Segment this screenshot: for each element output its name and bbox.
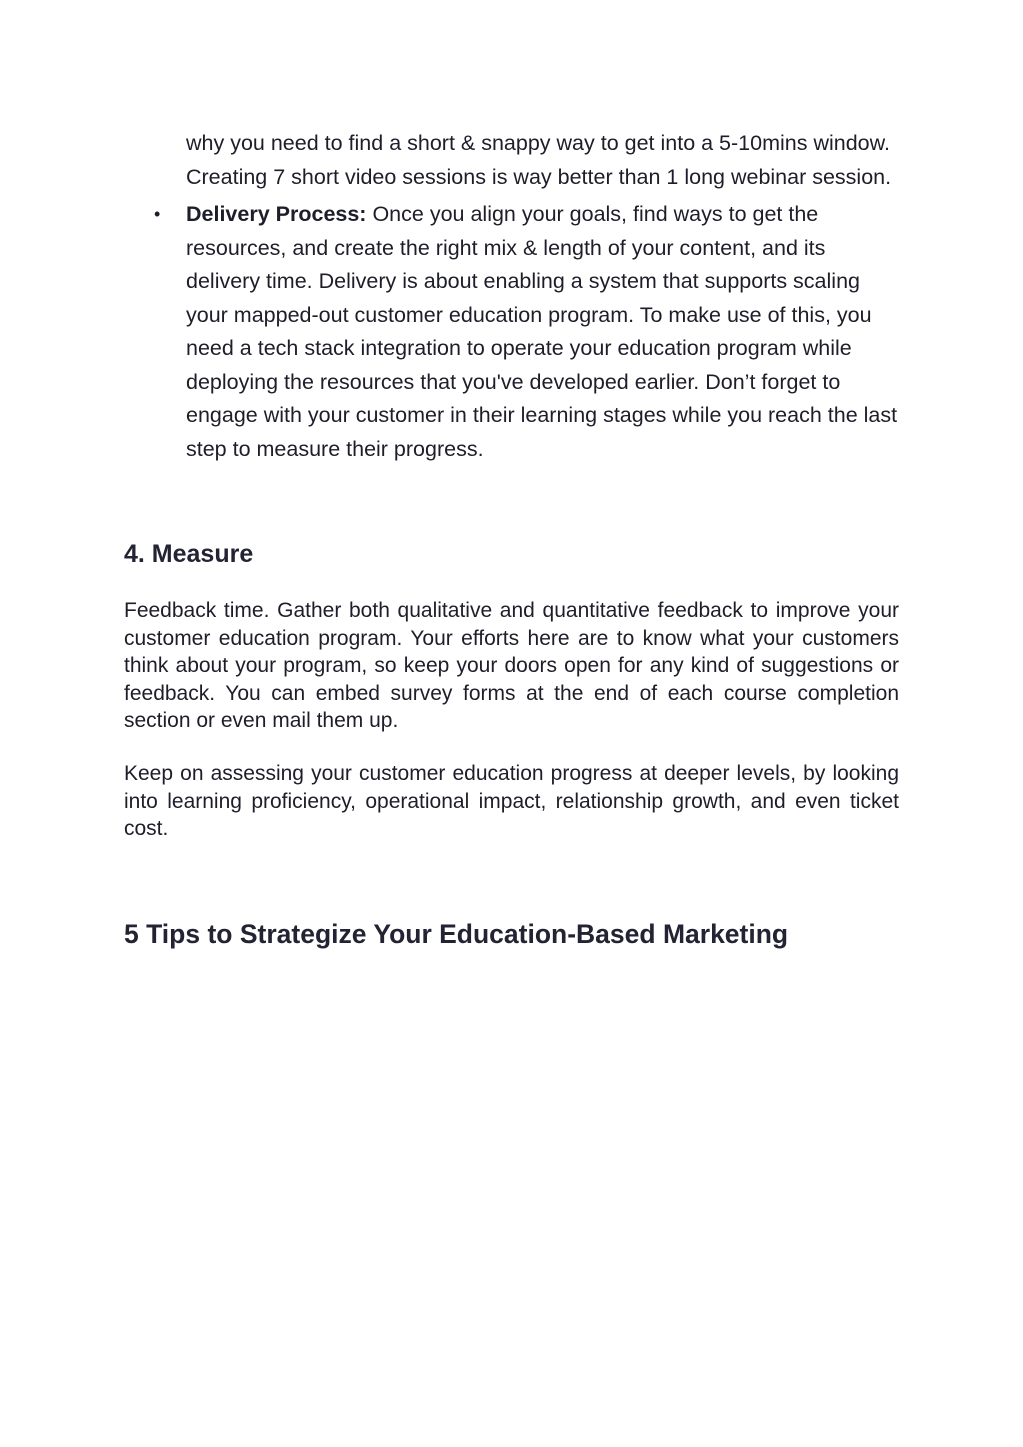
section-heading-tips: 5 Tips to Strategize Your Education-Based Marketing xyxy=(124,919,789,949)
list-item-lead: Delivery Process: xyxy=(186,202,367,226)
list-item-delivery-process xyxy=(154,198,902,466)
bullet-icon: • xyxy=(154,204,161,224)
section-heading-measure: 4. Measure xyxy=(124,540,254,568)
list-item-text: why you need to find a short & snappy way to get into a 5-10mins window. Creating 7 short video sessions is way better than 1 long webinar session. xyxy=(186,131,892,189)
bullet-list xyxy=(154,127,902,466)
paragraph-assessing: Keep on assessing your customer education progress at deeper levels, by looking into learning proficiency, operational impact, relationship growth, and even ticket cost. xyxy=(124,762,899,841)
paragraph-feedback: Feedback time. Gather both qualitative and quantitative feedback to improve your customer education program. Your efforts here are to know what your customers think about your program, so keep your doors open for any kind of suggestions or feedback. You can embed survey forms at the end of each course completion section or even mail them up. xyxy=(124,599,899,733)
list-item-continued xyxy=(186,127,902,194)
list-item-text: Once you align your goals, find ways to get the resources, and create the right mix & length of your content, and its delivery time. Delivery is about enabling a system that supports scaling your mapped-out customer education program. To make use of this, you need a tech stack integration to operate your education program while deploying the resources that you've developed earlier. Don’t forget to engage with your customer in their learning stages while you reach the last step to measure their progress. xyxy=(186,202,898,461)
